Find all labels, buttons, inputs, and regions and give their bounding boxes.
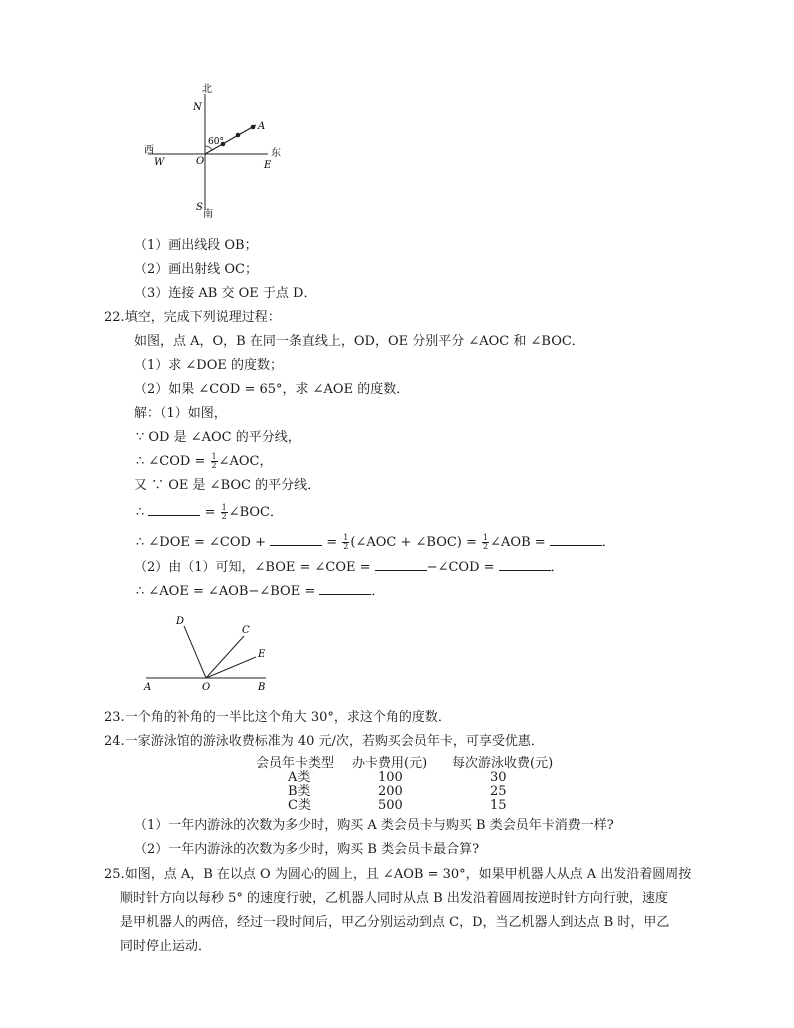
fraction-half: $\frac{1}{2}$ — [211, 452, 217, 470]
table-header: 办卡费用(元) — [352, 756, 428, 771]
q22-step1: ∵ OD 是 ∠AOC 的平分线， — [136, 430, 301, 445]
table-header: 每次游泳收费(元) — [452, 756, 554, 771]
E-label: E — [264, 160, 272, 171]
B-label: B — [258, 682, 266, 693]
q21-part2: （2）画出射线 OC； — [134, 262, 259, 277]
q22-step3: 又 ∵ OE 是 ∠BOC 的平分线． — [134, 478, 321, 493]
point-dot — [236, 133, 241, 138]
C-label: C — [242, 625, 250, 636]
q22-intro: 填空，完成下列说理过程： — [124, 310, 281, 325]
O-label: O — [202, 682, 211, 693]
q25-line4: 同时停止运动． — [120, 939, 212, 954]
table-row: B类 200 25 — [288, 784, 507, 799]
fraction-half: $\frac{1}{2}$ — [483, 533, 489, 551]
N-label: N — [193, 102, 202, 113]
A-label: A — [144, 682, 152, 693]
q25-line2: 顺时针方向以每秒 5° 的速度行驶，乙机器人同时从点 B 出发沿着圆周按逆时针方向行驶，速度 — [120, 891, 668, 906]
answer-blank[interactable] — [375, 558, 427, 571]
S-label: S — [196, 202, 203, 213]
ray-OD — [184, 626, 206, 678]
angle-figure — [140, 612, 280, 694]
q24-text: 一家游泳馆的游泳收费标准为 40 元/次，若购买会员年卡，可享受优惠． — [124, 734, 544, 749]
fraction-half: $\frac{1}{2}$ — [343, 533, 349, 551]
table-row: C类 500 15 — [288, 798, 507, 813]
q22-ask1: （1）求 ∠DOE 的度数； — [134, 358, 283, 373]
q24-ask1: （1）一年内游泳的次数为多少时，购买 A 类会员卡与购买 B 类会员年卡消费一样? — [134, 818, 614, 833]
table-row: A类 100 30 — [288, 770, 507, 785]
A-label: A — [258, 121, 266, 132]
angle-label: 60° — [208, 137, 224, 147]
W-label: W — [154, 157, 165, 168]
ray-OC — [206, 636, 244, 678]
q22-step4: ∴ = $\frac{1}{2}$ ∠BOC． — [136, 503, 283, 521]
q21-part1: （1）画出线段 OB； — [134, 238, 258, 253]
q23-text: 一个角的补角的一半比这个角大 30°，求这个角的度数． — [124, 710, 451, 725]
ray-OE — [206, 657, 256, 678]
answer-blank[interactable] — [148, 503, 200, 516]
q23-number: 23. — [104, 710, 125, 725]
q24-ask2: （2）一年内游泳的次数为多少时，购买 B 类会员卡最合算? — [134, 842, 480, 857]
D-label: D — [176, 616, 185, 627]
south-label: 南 — [203, 209, 213, 220]
east-label: 东 — [271, 148, 281, 159]
q21-part3: （3）连接 AB 交 OE 于点 D． — [134, 286, 317, 301]
point-dot — [251, 125, 256, 130]
E-label: E — [258, 649, 266, 660]
membership-table — [256, 757, 572, 813]
q22-step5: ∴ ∠DOE = ∠COD + = $\frac{1}{2}$ (∠AOC + ∠BOC) = $\frac{1}{2}$ ∠AOB = ． — [136, 533, 615, 551]
compass-figure — [140, 80, 300, 222]
q22-step6: （2）由（1）可知，∠BOE = ∠COE = −∠COD = ． — [134, 560, 564, 575]
q25-number: 25. — [104, 867, 125, 882]
q24-number: 24. — [104, 734, 125, 749]
answer-blank[interactable] — [550, 533, 602, 546]
q22-step7: ∴ ∠AOE = ∠AOB−∠BOE = ． — [136, 584, 385, 599]
q22-number: 22. — [104, 310, 125, 325]
O-label: O — [196, 156, 205, 167]
q22-given: 如图，点 A，O，B 在同一条直线上，OD，OE 分别平分 ∠AOC 和 ∠BOC． — [134, 334, 585, 349]
answer-blank[interactable] — [319, 582, 371, 595]
q24 — [104, 733, 544, 751]
north-label: 北 — [202, 84, 212, 95]
table-header: 会员年卡类型 — [256, 756, 335, 771]
q23 — [104, 709, 451, 727]
q25-line1: 25.如图，点 A，B 在以点 O 为圆心的圆上，且 ∠AOB = 30°，如果甲机器人从点 A 出发沿着圆周按 — [104, 867, 692, 882]
table-header-row — [256, 757, 572, 771]
q25-line3: 是甲机器人的两倍，经过一段时间后，甲乙分别运动到点 C，D，当乙机器人到达点 B 时，甲乙 — [120, 915, 670, 930]
west-label: 西 — [144, 145, 154, 156]
answer-blank[interactable] — [499, 558, 551, 571]
q22-ask2: （2）如果 ∠COD = 65°，求 ∠AOE 的度数． — [134, 382, 410, 397]
answer-blank[interactable] — [270, 533, 322, 546]
fraction-half: $\frac{1}{2}$ — [221, 503, 227, 521]
q22-solution-start: 解：（1）如图， — [134, 406, 227, 421]
q22-heading — [104, 309, 281, 327]
q22-step2: ∴ ∠COD = $\frac{1}{2}$ ∠AOC， — [136, 452, 273, 470]
